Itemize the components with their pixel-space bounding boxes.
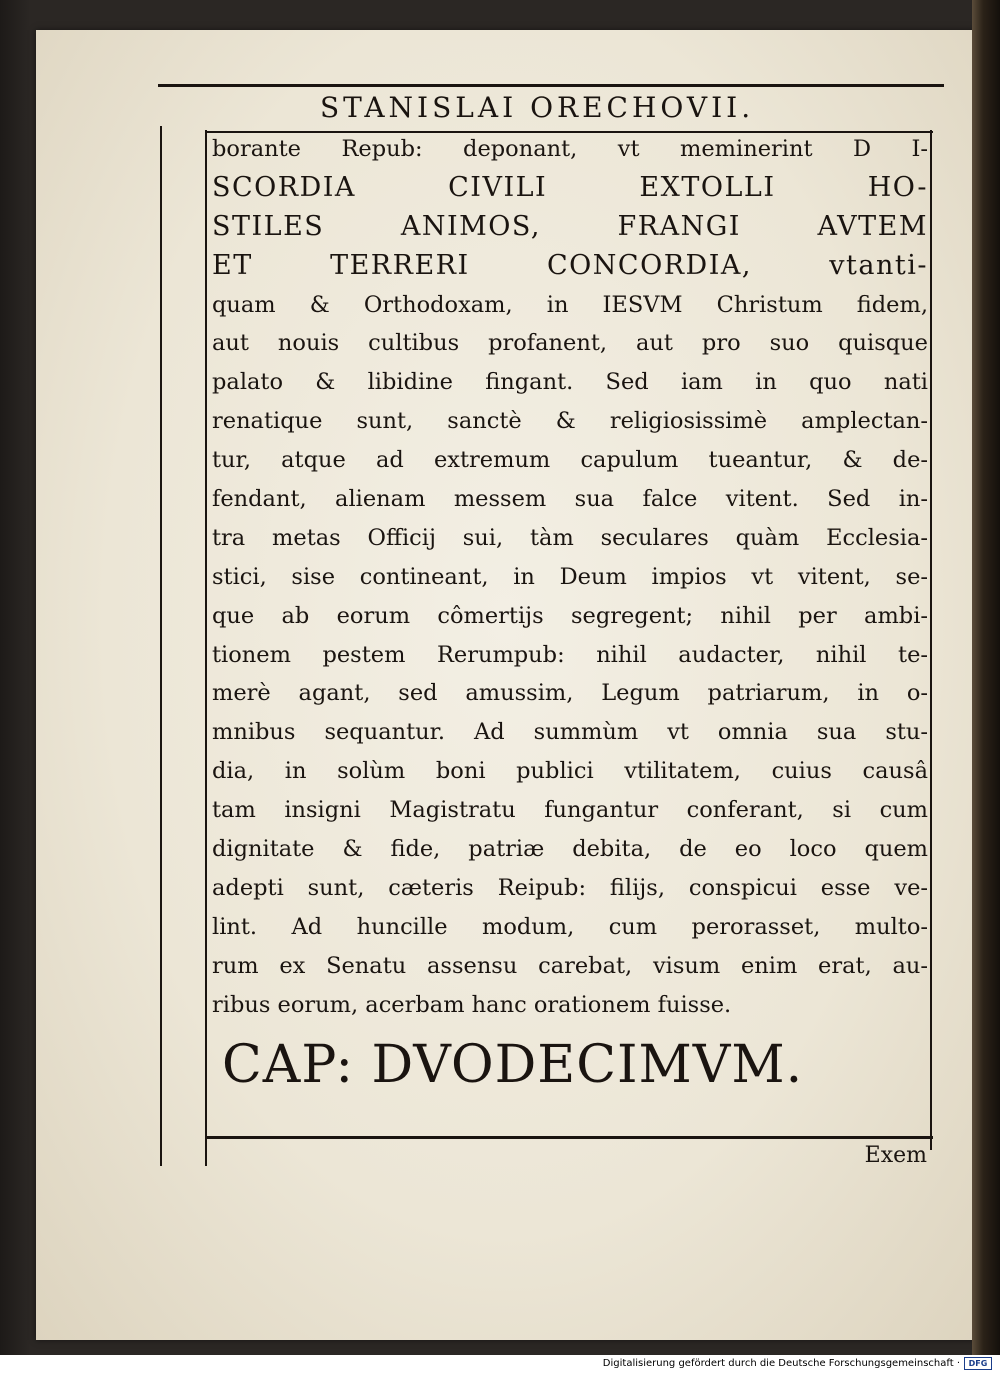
- margin-rule-inner: [205, 130, 207, 1166]
- text-line: dignitate & fide, patriæ debita, de eo loco quem: [212, 836, 928, 863]
- text-line: tionem pestem Rerumpub: nihil audacter, nihil te-: [212, 641, 928, 668]
- text-line: mnibus sequantur. Ad summùm vt omnia sua stu-: [212, 719, 928, 746]
- margin-rule-outer: [160, 126, 162, 1166]
- text-line: stici, sise contineant, in Deum impios vt vitent, se-: [212, 563, 928, 590]
- text-line: STILES ANIMOS, FRANGI AVTEM: [212, 210, 928, 242]
- margin-rule-right: [930, 130, 932, 1150]
- dfg-logo-icon: DFG: [964, 1357, 992, 1370]
- text-line: SCORDIA CIVILI EXTOLLI HO-: [212, 171, 928, 203]
- chapter-heading: CAP: DVODECIMVM.: [222, 1035, 804, 1095]
- footer-rule: [205, 1136, 933, 1139]
- text-line: adepti sunt, cæteris Reipub: filijs, conspicui esse ve-: [212, 874, 928, 901]
- text-line: quam & Orthodoxam, in IESVM Christum fidem,: [212, 291, 928, 318]
- running-head: STANISLAI ORECHOVII.: [320, 91, 755, 124]
- text-line: rum ex Senatu assensu carebat, visum enim erat, au-: [212, 952, 928, 979]
- text-line: tur, atque ad extremum capulum tueantur, & de-: [212, 447, 928, 474]
- digitization-credit: Digitalisierung gefördert durch die Deutsche Forschungsgemeinschaft ·: [602, 1358, 960, 1369]
- book-spine-edge: [972, 0, 1000, 1355]
- text-line: borante Repub: deponant, vt meminerint D I-: [212, 136, 928, 162]
- body-text: [212, 130, 928, 1024]
- catchword: Exem: [864, 1143, 927, 1168]
- text-line: tra metas Officij sui, tàm seculares quàm Ecclesia-: [212, 524, 928, 551]
- text-line: tam insigni Magistratu fungantur conferant, si cum: [212, 797, 928, 824]
- text-line: renatique sunt, sanctè & religiosissimè amplectan-: [212, 408, 928, 435]
- text-line: dia, in solùm boni publici vtilitatem, cuius causâ: [212, 758, 928, 785]
- text-line: merè agant, sed amussim, Legum patriarum, in o-: [212, 680, 928, 707]
- text-line: ET TERRERI CONCORDIA, vtanti-: [212, 249, 928, 281]
- text-line: lint. Ad huncille modum, cum perorasset, multo-: [212, 913, 928, 940]
- text-line: ribus eorum, acerbam hanc orationem fuisse.: [212, 991, 732, 1018]
- text-line: fendant, alienam messem sua falce vitent. Sed in-: [212, 486, 928, 513]
- text-line: que ab eorum cômertijs segregent; nihil per ambi-: [212, 602, 928, 629]
- text-line: aut nouis cultibus profanent, aut pro suo quisque: [212, 330, 928, 357]
- text-line: palato & libidine fingant. Sed iam in quo nati: [212, 369, 928, 396]
